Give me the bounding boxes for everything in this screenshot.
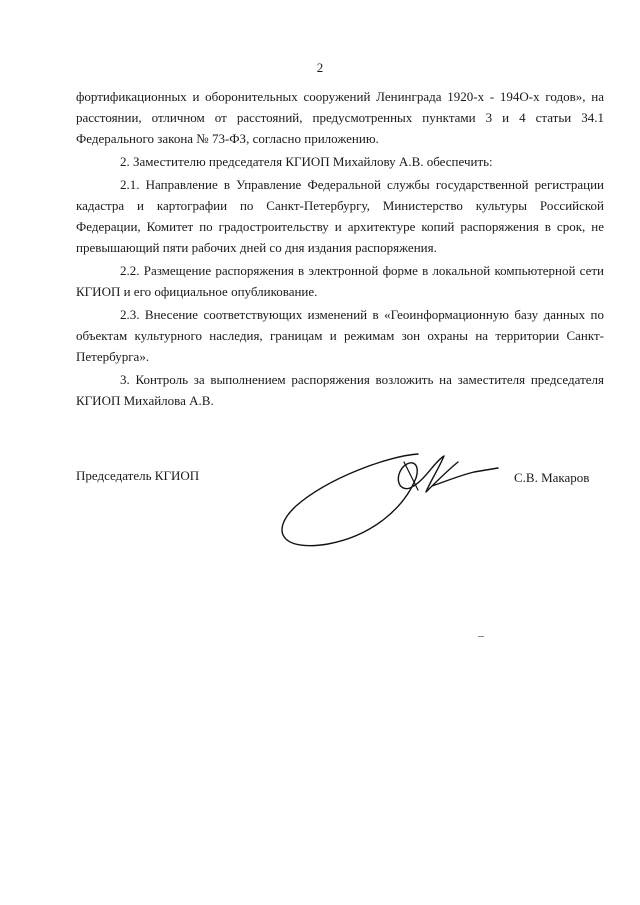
paragraph-item-2-1: 2.1. Направление в Управление Федеральной службы государственной регистрации кадастра и картографии по Санкт-Петербургу, Министерство культуры Российской Федерации, Комитет по градостроительству и архитектуре копий распоряжения в срок, не превышающий пяти рабочих дней со дня издания распоряжения.	[76, 177, 604, 255]
paragraph-continuation: фортификационных и оборонительных сооружений Ленинграда 1920-х - 194О-х годов», на расстоянии, отличном от расстояний, предусмотренных пунктами 3 и 4 статьи 34.1 Федерального закона № 73-ФЗ, согласно приложению.	[76, 89, 604, 146]
paragraph-item-3: 3. Контроль за выполнением распоряжения возложить на заместителя председателя КГИОП Михайлова А.В.	[76, 372, 604, 408]
signer-name: С.В. Макаров	[514, 470, 590, 485]
stray-mark	[478, 636, 484, 637]
paragraph-item-2: 2. Заместителю председателя КГИОП Михайлову А.В. обеспечить:	[120, 154, 493, 169]
handwritten-signature	[268, 448, 508, 558]
signature-block	[0, 448, 640, 568]
paragraph-item-2-3: 2.3. Внесение соответствующих изменений в «Геоинформационную базу данных по объектам культурного наследия, границам и режимам зон охраны на территории Санкт-Петербурга».	[76, 307, 604, 364]
signer-title: Председатель КГИОП	[76, 468, 200, 483]
page-number: 2	[316, 60, 324, 75]
paragraph-item-2-2: 2.2. Размещение распоряжения в электронной форме в локальной компьютерной сети КГИОП и его официальное опубликование.	[76, 263, 604, 299]
document-body	[76, 86, 604, 413]
